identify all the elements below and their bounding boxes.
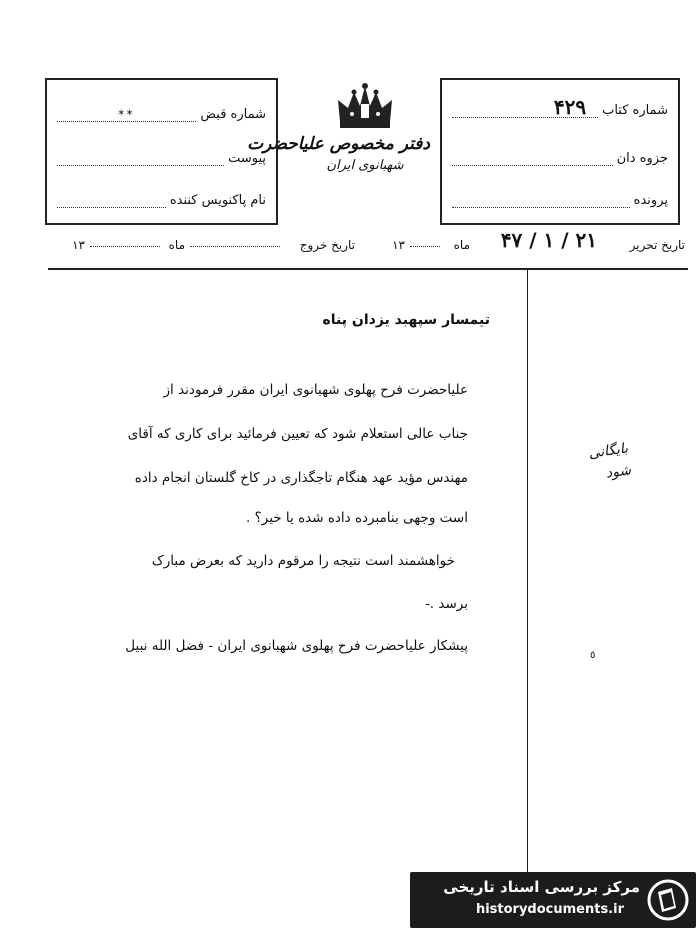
attachment-label: پیوست	[228, 151, 266, 166]
file-part-row	[452, 142, 668, 166]
watermark-url: historydocuments.ir	[475, 902, 624, 917]
month-label-2: ماه	[168, 238, 185, 252]
margin-handwritten-note	[587, 437, 632, 486]
letter-signature-line: پیشکار علیاحضرت فرح پهلوی شهبانوی ایران - فضل الله نبیل	[125, 638, 468, 654]
date-line	[45, 230, 685, 260]
margin-divider	[527, 268, 528, 928]
year-prefix-1: ۱۳	[392, 238, 405, 252]
file-part-label: جزوه دان	[616, 151, 668, 166]
letter-number-label: شماره کتاب	[602, 103, 668, 118]
stamp-mark-icon: ✶✶	[117, 108, 134, 119]
dossier-label: پرونده	[633, 193, 668, 208]
letter-info-box	[440, 78, 680, 225]
year-prefix-2: ۱۳	[72, 238, 85, 252]
letter-line: برسد .-	[424, 596, 468, 612]
date-written-label: تاریخ تحریر	[629, 238, 685, 252]
office-subtitle: شهبانوی ایران	[326, 158, 404, 173]
letter-line: مهندس مؤید عهد هنگام تاجگذاری در کاخ گلستان انجام داده	[134, 470, 468, 486]
receipt-number-label: شماره قبض	[200, 107, 266, 122]
sealer-name-label: نام پاکنویس کننده	[169, 193, 266, 208]
archive-watermark	[410, 872, 696, 928]
receipt-number-row	[57, 98, 266, 122]
letter-line: است وجهی بنامبرده داده شده یا خیر؟ .	[246, 510, 468, 526]
archive-logo-icon	[646, 878, 690, 922]
margin-note-line: بایگانی	[587, 440, 630, 462]
margin-mark-icon: ٥	[590, 650, 596, 661]
letter-line: خواهشمند است نتیجه را مرقوم دارید که بعرض مبارک	[151, 553, 455, 569]
crown-icon	[334, 82, 396, 132]
receipt-info-box	[45, 78, 278, 225]
sealer-name-row	[57, 184, 266, 208]
watermark-title: مرکز بررسی اسناد تاریخی	[443, 878, 640, 896]
dossier-row	[452, 184, 668, 208]
header-divider	[48, 268, 688, 270]
letter-subject: تیمسار سپهبد یزدان پناه	[322, 312, 490, 328]
letter-line: علیاحضرت فرح پهلوی شهبانوی ایران مقرر فرمودند از	[163, 382, 468, 398]
margin-note-line: شود	[604, 462, 633, 482]
date-exit-label: تاریخ خروج	[299, 238, 355, 252]
letter-number-row	[452, 94, 668, 118]
month-label-1: ماه	[453, 238, 470, 252]
office-title: دفتر مخصوص علیاحضرت	[247, 134, 430, 154]
letter-line: جناب عالی استعلام شود که تعیین فرمائید برای کاری که آقای	[127, 426, 468, 442]
letter-number-value: ۴۲۹	[553, 95, 587, 119]
attachment-row	[57, 142, 266, 166]
date-written-value: ۲۱ / ۱ / ۴۷	[500, 228, 597, 252]
